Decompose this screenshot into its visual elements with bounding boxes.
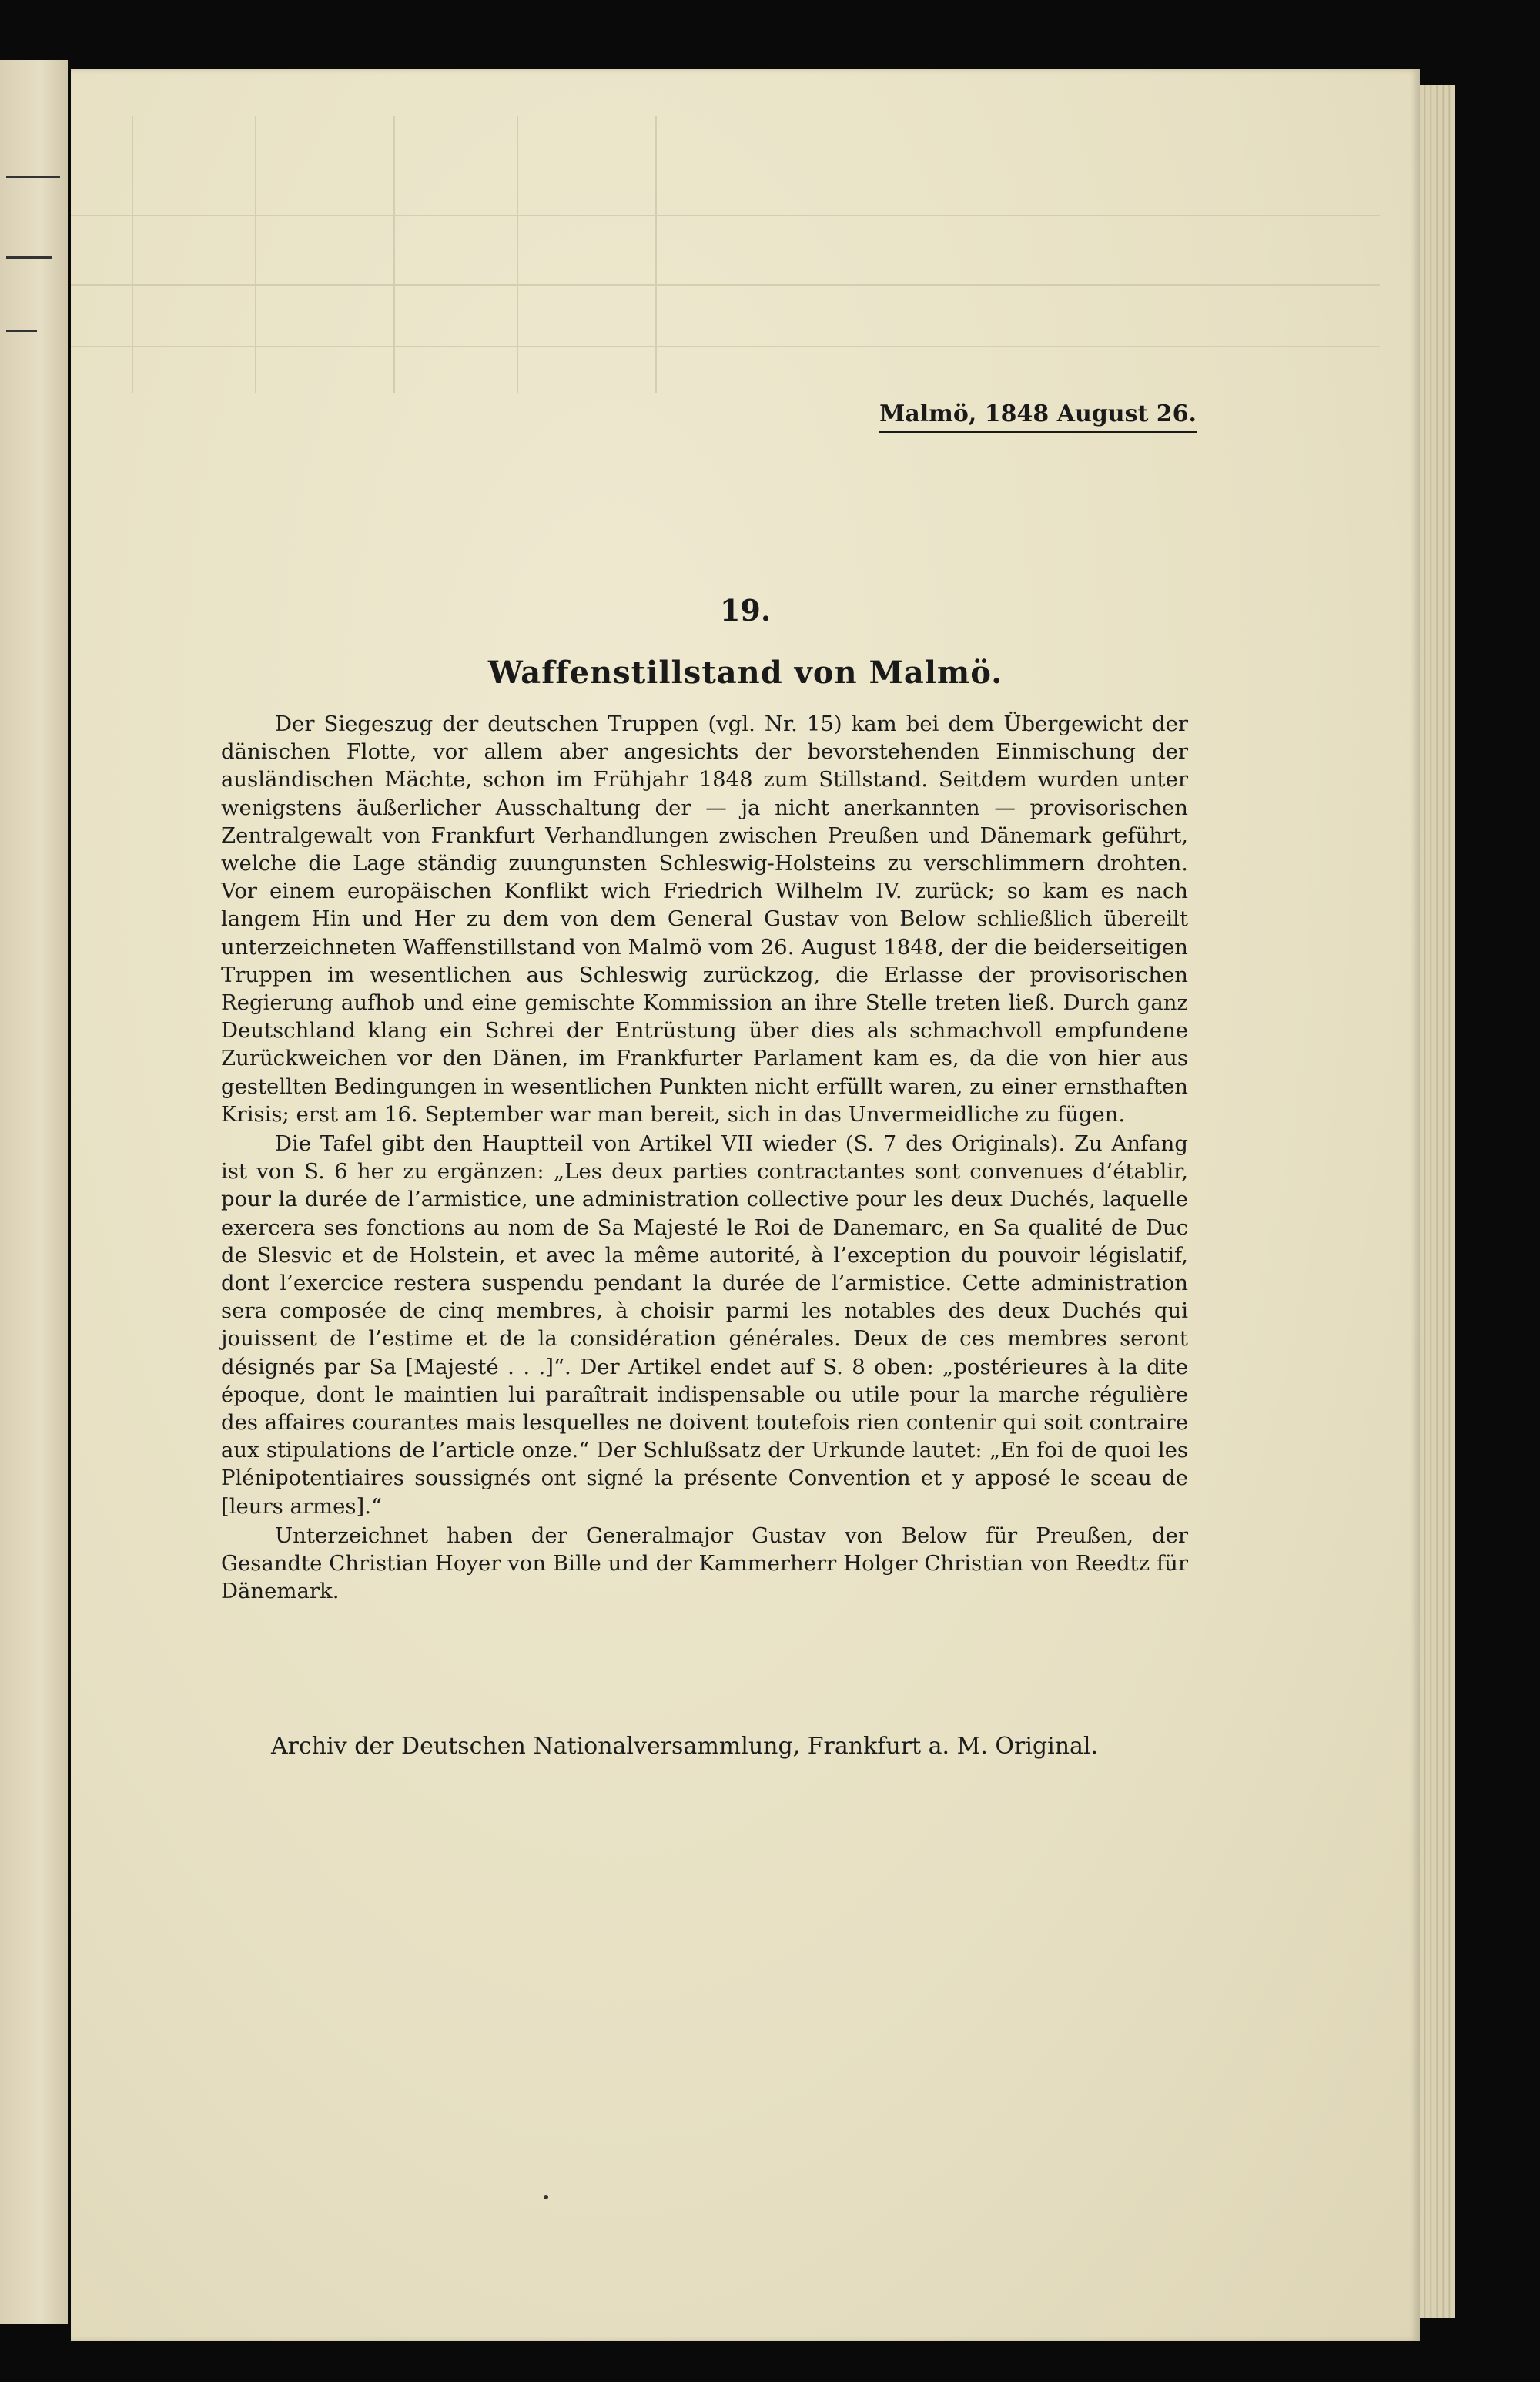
paragraph-introduction: Der Siegeszug der deutschen Truppen (vgl. Nr. 15) kam bei dem Übergewicht der dänischen Flotte, vor allem aber angesichts der bevorstehenden Einmischung der ausländischen Mächte, schon im Frühjahr 1848 zum Stillstand. Seitdem wurden unter wenigstens äußerlicher Ausschaltung der — ja nicht anerkannten — provisorischen Zentralgewalt von Frankfurt Verhandlungen zwischen Preußen und Dänemark geführt, welche die Lage ständig zuungunsten Schleswig-Holsteins zu verschlimmern drohten. Vor einem europäischen Konflikt wich Friedrich Wilhelm IV. zurück; so kam es nach langem Hin und Her zu dem von dem General Gustav von Below schließlich übereilt unterzeichneten Waffenstillstand von Malmö vom 26. August 1848, der die beiderseitigen Truppen im wesentlichen aus Schleswig zurückzog, die Erlasse der provisorischen Regierung aufhob und eine gemischte Kommission an ihre Stelle treten ließ. Durch ganz Deutschland klang ein Schrei der Entrüstung über dies als schmachvoll empfundene Zurückweichen vor den Dänen, im Frankfurter Parlament kam es, da die von hier aus gestellten Bedingungen in wesentlichen Punkten nicht erfüllt waren, zu einer ernsthaften Krisis; erst am 16. September war man bereit, sich in das Unvermeidliche zu fügen. xyxy=(221,712,1188,1127)
source-citation: Archiv der Deutschen Nationalversammlung, Frankfurt a. M. Original. xyxy=(271,1733,1099,1760)
paper-speck xyxy=(544,2195,548,2199)
document-title: Waffenstillstand von Malmö. xyxy=(487,655,1003,691)
handwritten-mark xyxy=(6,176,60,178)
book-page xyxy=(71,69,1420,2341)
paragraph-plate-description: Die Tafel gibt den Hauptteil von Artikel VII wieder (S. 7 des Originals). Zu Anfang ist von S. 6 her zu ergänzen: „Les deux parties contractantes sont convenues d’établir, pour la durée de l’armistice, une administration collective pour les deux Duchés, laquelle exercera ses fonctions au nom de Sa Majesté le Roi de Danemarc, en Sa qualité de Duc de Slesvic et de Holstein, et avec la même autorité, à l’exception du pouvoir législatif, dont l’exercice restera suspendu pendant la durée de l’armistice. Cette administration sera composée de cinq membres, à choisir parmi les notables des deux Duchés qui jouissent de l’estime et de la considération générales. Deux de ces membres seront désignés par Sa [Majesté . . .]“. Der Artikel endet auf S. 8 oben: „postérieures à la dite époque, dont le maintien lui paraîtrait indispensable ou utile pour la marche régulière des affaires courantes mais lesquelles ne doivent toutefois rien contenir qui soit contraire aux stipulations de l’article onze.“ Der Schlußsatz der Urkunde lautet: „En foi de quoi les Plénipotentiaires soussignés ont signé la présente Convention et y apposé le sceau de [leurs armes].“ xyxy=(221,1131,1188,1519)
paragraph-signatories: Unterzeichnet haben der Generalmajor Gustav von Below für Preußen, der Gesandte Christian Hoyer von Bille und der Kammerherr Holger Christian von Reedtz für Dänemark. xyxy=(221,1523,1188,1604)
body-text xyxy=(221,710,1188,1606)
running-header: Malmö, 1848 August 26. xyxy=(879,400,1197,433)
document-number: 19. xyxy=(719,593,772,628)
facing-page-edge xyxy=(0,60,68,2324)
handwritten-mark xyxy=(6,330,37,332)
handwritten-mark xyxy=(6,256,52,259)
page-stack-edge xyxy=(1420,85,1455,2318)
